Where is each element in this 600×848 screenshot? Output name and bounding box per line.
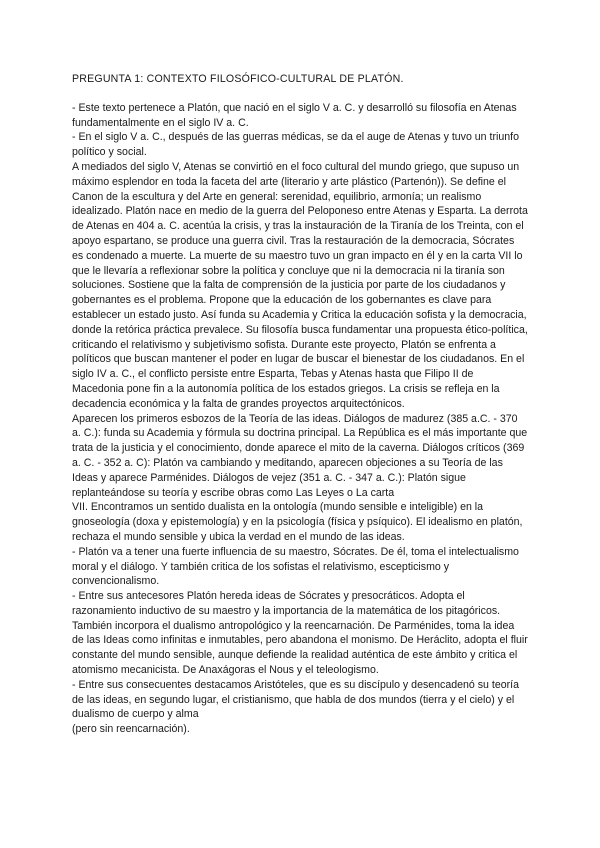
paragraph-dialogues: Aparecen los primeros esbozos de la Teoría de las ideas. Diálogos de madurez (385 a.C. - 370 a. C.): funda su Academia y fórmula su doctrina principal. La República es el más importante que trata de la justicia y el conocimiento, donde aparece el mito de la caverna. Diálogos críticos (369 a. C. - 352 a. C): Platón va cambiando y meditando, aparecen objeciones a su Teoría de las Ideas y aparece Parménides. Diálogos de vejez (351 a. C. - 347 a. C.): Platón sigue replanteándose su teoría y escribe obras como Las Leyes o La carta bbox=[72, 412, 528, 499]
document-title: PREGUNTA 1: CONTEXTO FILOSÓFICO-CULTURAL DE PLATÓN. bbox=[72, 73, 404, 85]
paragraph-predecessors: - Entre sus antecesores Platón hereda ideas de Sócrates y presocráticos. Adopta el razonamiento inductivo de su maestro y la importancia de la matemática de los pitagóricos. También incorpora el dualismo antropológico y la reencarnación. De Parménides, toma la idea de las Ideas como infinitas e inmutables, pero abandona el monismo. De Heráclito, adopta el fluir constante del mundo sensible, aunque defiende la realidad auténtica de este ámbito y critica el atomismo mecanicista. De Anaxágoras el Nous y el teleologismo. bbox=[72, 590, 528, 677]
paragraph-dualism: VII. Encontramos un sentido dualista en la ontología (mundo sensible e inteligible) en la gnoseología (doxa y epistemología) y en la psicología (física y psíquico). El idealismo en platón, rechaza el mundo sensible y ubica la verdad en el mundo de las ideas. bbox=[72, 501, 523, 543]
paragraph-closing: (pero sin reencarnación). bbox=[72, 723, 190, 736]
paragraph-successors: - Entre sus consecuentes destacamos Aristóteles, que es su discípulo y desencadenó su teoría de las ideas, en segundo lugar, el cristianismo, que habla de dos mundos (tierra y el cielo) y el dualismo de cuerpo y alma bbox=[72, 678, 519, 721]
paragraph-origin: - Este texto pertenece a Platón, que nació en el siglo V a. C. y desarrolló su filosofía en Atenas fundamentalmente en el siglo IV a. C. bbox=[72, 101, 517, 129]
paragraph-medical-wars: - En el siglo V a. C., después de las guerras médicas, se da el auge de Atenas y tuvo un triunfo político y social. bbox=[72, 131, 519, 159]
document-page bbox=[72, 72, 528, 737]
paragraph-socrates-influence: - Platón va a tener una fuerte influencia de su maestro, Sócrates. De él, toma el intelectualismo moral y el diálogo. Y también critica de los sofistas el relativismo, escepticismo y convencionalismo. bbox=[72, 545, 519, 588]
paragraph-historical-context: A mediados del siglo V, Atenas se convirtió en el foco cultural del mundo griego, que supuso un máximo esplendor en toda la faceta del arte (literario y arte plástico (Partenón)). Se define el Canon de la escultura y del Arte en general: serenidad, equilibrio, armonía; un realismo idealizado. Platón nace en medio de la guerra del Peloponeso entre Atenas y Esparta. La derrota de Atenas en 404 a. C. acentúa la crisis, y tras la instauración de la Tiranía de los Treinta, con el apoyo espartano, se produce una guerra civil. Tras la restauración de la democracia, Sócrates es condenado a muerte. La muerte de su maestro tuvo un gran impacto en él y en la carta VII lo que le llevaría a reflexionar sobre la política y concluye que ni la democracia ni la tiranía son soluciones. Sostiene que la falta de comprensión de la justicia por parte de los ciudadanos y gobernantes es el problema. Propone que la educación de los gobernantes es clave para establecer un estado justo. Así funda su Academia y Critica la educación sofista y la democracia, donde la retórica práctica prevalece. Su filosofía busca fundamentar una propuesta ético-política, criticando el relativismo y subjetivismo sofista. Durante este proyecto, Platón se enfrenta a políticos que buscan mantener el poder en lugar de buscar el bienestar de los ciudadanos. En el siglo IV a. C., el conflicto persiste entre Esparta, Tebas y Atenas hasta que Filipo II de Macedonia pone fin a la autonomía política de los estados griegos. La crisis se refleja en la decadencia económica y la falta de grandes proyectos arquitectónicos. bbox=[72, 160, 528, 410]
